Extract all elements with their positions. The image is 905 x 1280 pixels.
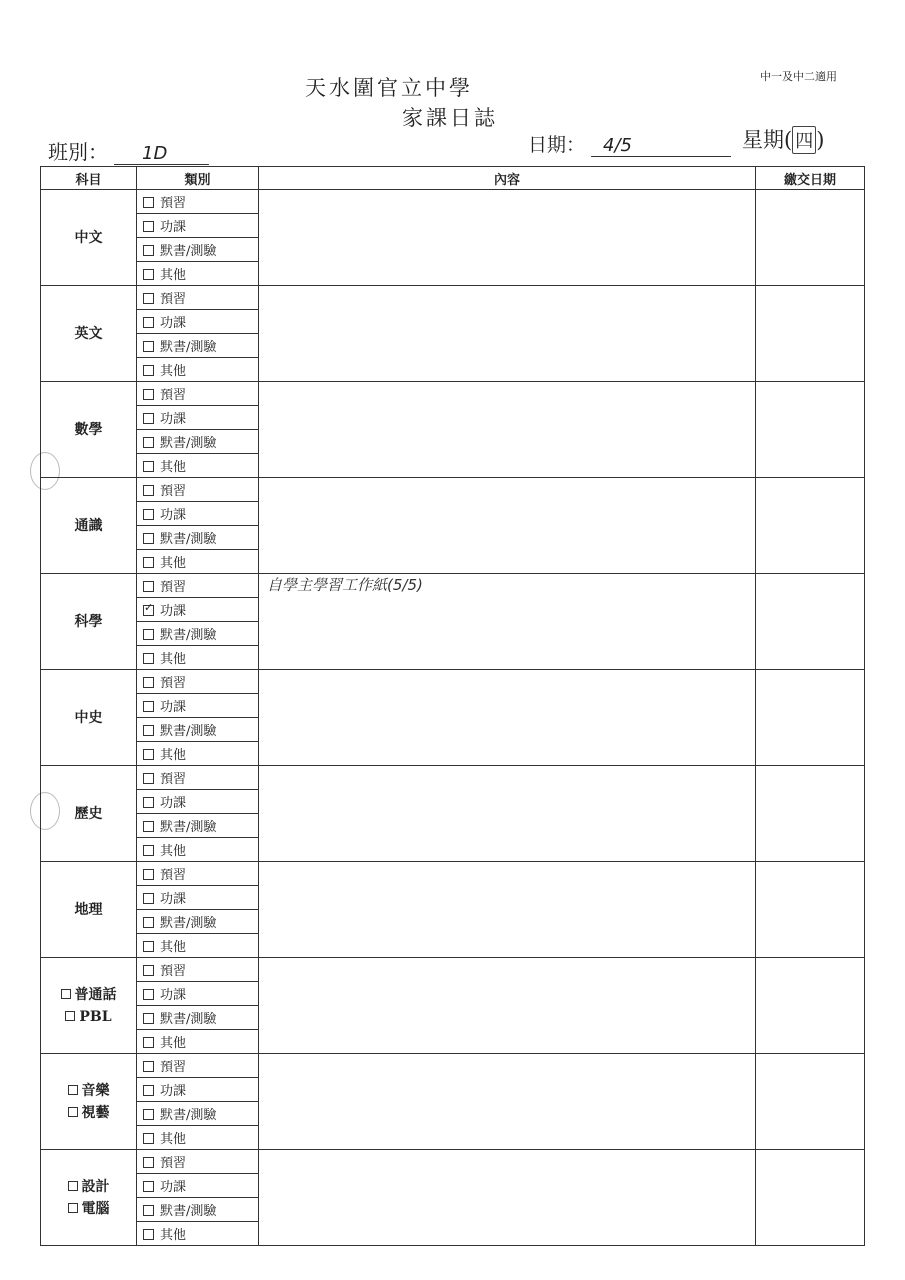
checkbox-icon[interactable] (143, 581, 154, 592)
type-label: 默書/測驗 (160, 916, 217, 931)
subject-name: 中文 (74, 229, 103, 246)
type-option[interactable] (137, 766, 259, 790)
subject-option[interactable] (41, 1198, 136, 1220)
subject-cell (41, 478, 137, 574)
table-row (41, 1150, 865, 1174)
type-label: 默書/測驗 (160, 724, 217, 739)
type-option[interactable] (137, 694, 259, 718)
table-header-row (41, 167, 865, 190)
type-label: 預習 (160, 484, 187, 499)
checkbox-icon[interactable] (143, 485, 154, 496)
type-label: 其他 (160, 748, 187, 763)
type-label: 其他 (160, 1132, 187, 1147)
checkbox-icon[interactable] (143, 557, 154, 568)
type-option[interactable] (137, 310, 259, 334)
header-type: 類別 (137, 167, 259, 190)
type-option[interactable] (137, 886, 259, 910)
weekday-row (742, 124, 824, 154)
checkbox-icon[interactable] (143, 1085, 154, 1096)
header-due: 繳交日期 (756, 167, 865, 190)
type-label: 預習 (160, 1156, 187, 1171)
type-label: 功課 (160, 988, 187, 1003)
type-label: 預習 (160, 676, 187, 691)
type-option[interactable] (137, 742, 259, 766)
checkbox-icon[interactable] (143, 533, 154, 544)
type-label: 功課 (160, 508, 187, 523)
subject-name: 音樂 (81, 1082, 110, 1099)
subject-cell (41, 958, 137, 1054)
checkbox-icon[interactable] (143, 413, 154, 424)
subject-option[interactable] (41, 1176, 136, 1198)
type-option[interactable] (137, 622, 259, 646)
checkbox-icon[interactable] (143, 197, 154, 208)
type-label: 預習 (160, 964, 187, 979)
type-label: 默書/測驗 (160, 340, 217, 355)
class-row (48, 136, 209, 165)
checkbox-icon[interactable] (143, 821, 154, 832)
type-label: 功課 (160, 1180, 187, 1195)
content-cell[interactable] (259, 670, 756, 766)
handwritten-entry: 自學主學習工作紙(5/5) (267, 576, 423, 594)
type-label: 其他 (160, 940, 187, 955)
checkbox-icon[interactable] (68, 1203, 78, 1213)
checkbox-icon[interactable] (143, 461, 154, 472)
subject-name: 地理 (74, 901, 103, 918)
homework-table (40, 166, 865, 1246)
subject-option[interactable] (41, 1102, 136, 1124)
due-date-cell[interactable] (756, 670, 865, 766)
checkbox-icon[interactable] (143, 341, 154, 352)
type-option[interactable] (137, 1030, 259, 1054)
content-cell[interactable] (259, 1054, 756, 1150)
table-row (41, 862, 865, 886)
due-date-cell[interactable] (756, 382, 865, 478)
checkbox-icon[interactable] (143, 773, 154, 784)
content-cell[interactable] (259, 478, 756, 574)
type-label: 默書/測驗 (160, 436, 217, 451)
subject-option[interactable] (41, 1006, 136, 1028)
type-option[interactable] (137, 1006, 259, 1030)
type-label: 功課 (160, 892, 187, 907)
checkbox-icon[interactable] (143, 245, 154, 256)
type-label: 功課 (160, 700, 187, 715)
checkbox-icon[interactable] (143, 1133, 154, 1144)
weekday-label: 星期( (742, 128, 793, 152)
weekday-close: ) (816, 128, 825, 152)
checkbox-icon[interactable] (68, 1107, 78, 1117)
type-option[interactable] (137, 1054, 259, 1078)
checkbox-icon[interactable] (143, 509, 154, 520)
table-row (41, 190, 865, 214)
type-label: 默書/測驗 (160, 820, 217, 835)
type-label: 功課 (160, 412, 187, 427)
type-option[interactable] (137, 814, 259, 838)
subject-name: 中史 (74, 709, 103, 726)
due-date-cell[interactable] (756, 574, 865, 670)
subject-cell (41, 1054, 137, 1150)
checkbox-icon[interactable] (68, 1181, 78, 1191)
checkbox-icon[interactable] (143, 1181, 154, 1192)
type-option[interactable] (137, 1222, 259, 1246)
type-option[interactable] (137, 334, 259, 358)
type-option[interactable] (137, 382, 259, 406)
checkbox-icon[interactable] (143, 893, 154, 904)
subject-cell (41, 574, 137, 670)
subject-name: 數學 (74, 421, 103, 438)
type-option[interactable] (137, 406, 259, 430)
type-label: 默書/測驗 (160, 532, 217, 547)
checkbox-icon[interactable] (143, 965, 154, 976)
checkbox-icon[interactable] (143, 1061, 154, 1072)
class-field[interactable]: 1D (114, 143, 209, 165)
checkbox-icon[interactable] (143, 845, 154, 856)
content-cell[interactable] (259, 958, 756, 1054)
table-row (41, 286, 865, 310)
type-label: 其他 (160, 364, 187, 379)
date-label: 日期： (528, 134, 586, 156)
type-option[interactable] (137, 502, 259, 526)
type-option[interactable] (137, 430, 259, 454)
type-label: 功課 (160, 796, 187, 811)
checkbox-icon[interactable] (143, 317, 154, 328)
due-date-cell[interactable] (756, 958, 865, 1054)
applicability-note: 中一及中二適用 (760, 70, 837, 83)
header-subject: 科目 (41, 167, 137, 190)
type-label: 其他 (160, 652, 187, 667)
type-option[interactable] (137, 718, 259, 742)
content-cell[interactable] (259, 1150, 756, 1246)
due-date-cell[interactable] (756, 286, 865, 382)
type-option[interactable] (137, 478, 259, 502)
subject-name: 設計 (81, 1178, 110, 1195)
checkbox-icon[interactable] (68, 1085, 78, 1095)
checkbox-icon[interactable] (143, 941, 154, 952)
table-row (41, 382, 865, 406)
type-label: 預習 (160, 772, 187, 787)
checkbox-icon[interactable] (143, 797, 154, 808)
type-label: 其他 (160, 556, 187, 571)
checkbox-icon[interactable] (143, 629, 154, 640)
type-option[interactable] (137, 454, 259, 478)
table-row (41, 478, 865, 502)
type-option[interactable] (137, 1078, 259, 1102)
checkbox-icon[interactable] (143, 749, 154, 760)
table-row (41, 1054, 865, 1078)
subject-cell (41, 286, 137, 382)
due-date-cell[interactable] (756, 766, 865, 862)
table-row (41, 574, 865, 598)
type-option[interactable] (137, 1198, 259, 1222)
type-option[interactable] (137, 838, 259, 862)
checkbox-icon[interactable] (143, 365, 154, 376)
type-option[interactable] (137, 214, 259, 238)
subject-name: 通識 (74, 517, 103, 534)
type-label: 功課 (160, 604, 187, 619)
subject-name: 英文 (74, 325, 103, 342)
type-label: 其他 (160, 268, 187, 283)
type-label: 預習 (160, 868, 187, 883)
due-date-cell[interactable] (756, 1150, 865, 1246)
subject-name: 歷史 (74, 805, 103, 822)
type-option[interactable] (137, 1150, 259, 1174)
type-option[interactable] (137, 238, 259, 262)
checkbox-icon[interactable] (143, 389, 154, 400)
checkbox-icon[interactable] (143, 293, 154, 304)
type-label: 默書/測驗 (160, 628, 217, 643)
table-row (41, 670, 865, 694)
type-label: 預習 (160, 1060, 187, 1075)
subject-name: 電腦 (81, 1200, 110, 1217)
content-cell[interactable] (259, 190, 756, 286)
due-date-cell[interactable] (756, 190, 865, 286)
content-cell[interactable] (259, 862, 756, 958)
checkbox-icon[interactable] (143, 701, 154, 712)
type-label: 默書/測驗 (160, 244, 217, 259)
checkbox-icon[interactable] (143, 1205, 154, 1216)
type-label: 預習 (160, 292, 187, 307)
type-label: 默書/測驗 (160, 1108, 217, 1123)
type-label: 功課 (160, 1084, 187, 1099)
type-label: 預習 (160, 196, 187, 211)
checkbox-icon[interactable] (143, 1037, 154, 1048)
subject-name: PBL (79, 1008, 112, 1025)
checkbox-icon[interactable] (143, 605, 154, 616)
due-date-cell[interactable] (756, 862, 865, 958)
subject-option[interactable] (41, 1080, 136, 1102)
type-option[interactable] (137, 958, 259, 982)
type-label: 其他 (160, 1228, 187, 1243)
type-option[interactable] (137, 670, 259, 694)
checkbox-icon[interactable] (143, 1109, 154, 1120)
table-row (41, 766, 865, 790)
type-option[interactable] (137, 550, 259, 574)
subject-name: 普通話 (74, 986, 117, 1003)
checkbox-icon[interactable] (61, 989, 71, 999)
type-option[interactable] (137, 1126, 259, 1150)
type-label: 其他 (160, 460, 187, 475)
type-label: 預習 (160, 580, 187, 595)
type-option[interactable] (137, 598, 259, 622)
checkbox-icon[interactable] (143, 989, 154, 1000)
subject-option[interactable] (41, 984, 136, 1006)
checkbox-icon[interactable] (143, 1157, 154, 1168)
subject-cell (41, 382, 137, 478)
type-label: 默書/測驗 (160, 1204, 217, 1219)
date-row (528, 130, 731, 157)
content-cell[interactable] (259, 382, 756, 478)
type-option[interactable] (137, 262, 259, 286)
checkbox-icon[interactable] (143, 677, 154, 688)
due-date-cell[interactable] (756, 1054, 865, 1150)
type-label: 功課 (160, 316, 187, 331)
subject-cell (41, 670, 137, 766)
subject-cell (41, 766, 137, 862)
type-option[interactable] (137, 1174, 259, 1198)
checkbox-icon[interactable] (143, 869, 154, 880)
checkbox-icon[interactable] (143, 1013, 154, 1024)
type-label: 默書/測驗 (160, 1012, 217, 1027)
date-field[interactable]: 4/5 (591, 135, 731, 157)
content-cell[interactable] (259, 574, 756, 670)
checkbox-icon[interactable] (143, 725, 154, 736)
type-label: 功課 (160, 220, 187, 235)
content-cell[interactable] (259, 766, 756, 862)
checkbox-icon[interactable] (143, 917, 154, 928)
type-option[interactable] (137, 982, 259, 1006)
checkbox-icon[interactable] (65, 1011, 75, 1021)
type-label: 預習 (160, 388, 187, 403)
subject-cell (41, 862, 137, 958)
type-option[interactable] (137, 358, 259, 382)
content-cell[interactable] (259, 286, 756, 382)
type-option[interactable] (137, 286, 259, 310)
type-option[interactable] (137, 646, 259, 670)
form-title: 家課日誌 (402, 106, 498, 130)
type-label: 其他 (160, 844, 187, 859)
type-label: 其他 (160, 1036, 187, 1051)
subject-cell (41, 190, 137, 286)
type-option[interactable] (137, 526, 259, 550)
due-date-cell[interactable] (756, 478, 865, 574)
school-name: 天水圍官立中學 (305, 76, 473, 100)
checkbox-icon[interactable] (143, 653, 154, 664)
class-label: 班別： (48, 140, 108, 164)
checkbox-icon[interactable] (143, 269, 154, 280)
type-option[interactable] (137, 1102, 259, 1126)
type-option[interactable] (137, 790, 259, 814)
weekday-field[interactable]: 四 (792, 126, 816, 154)
type-option[interactable] (137, 910, 259, 934)
type-option[interactable] (137, 862, 259, 886)
type-option[interactable] (137, 574, 259, 598)
type-option[interactable] (137, 934, 259, 958)
checkbox-icon[interactable] (143, 221, 154, 232)
header-content: 內容 (259, 167, 756, 190)
checkbox-icon[interactable] (143, 437, 154, 448)
type-option[interactable] (137, 190, 259, 214)
checkbox-icon[interactable] (143, 1229, 154, 1240)
subject-name: 科學 (74, 613, 103, 630)
table-row (41, 958, 865, 982)
subject-name: 視藝 (81, 1104, 110, 1121)
subject-cell (41, 1150, 137, 1246)
